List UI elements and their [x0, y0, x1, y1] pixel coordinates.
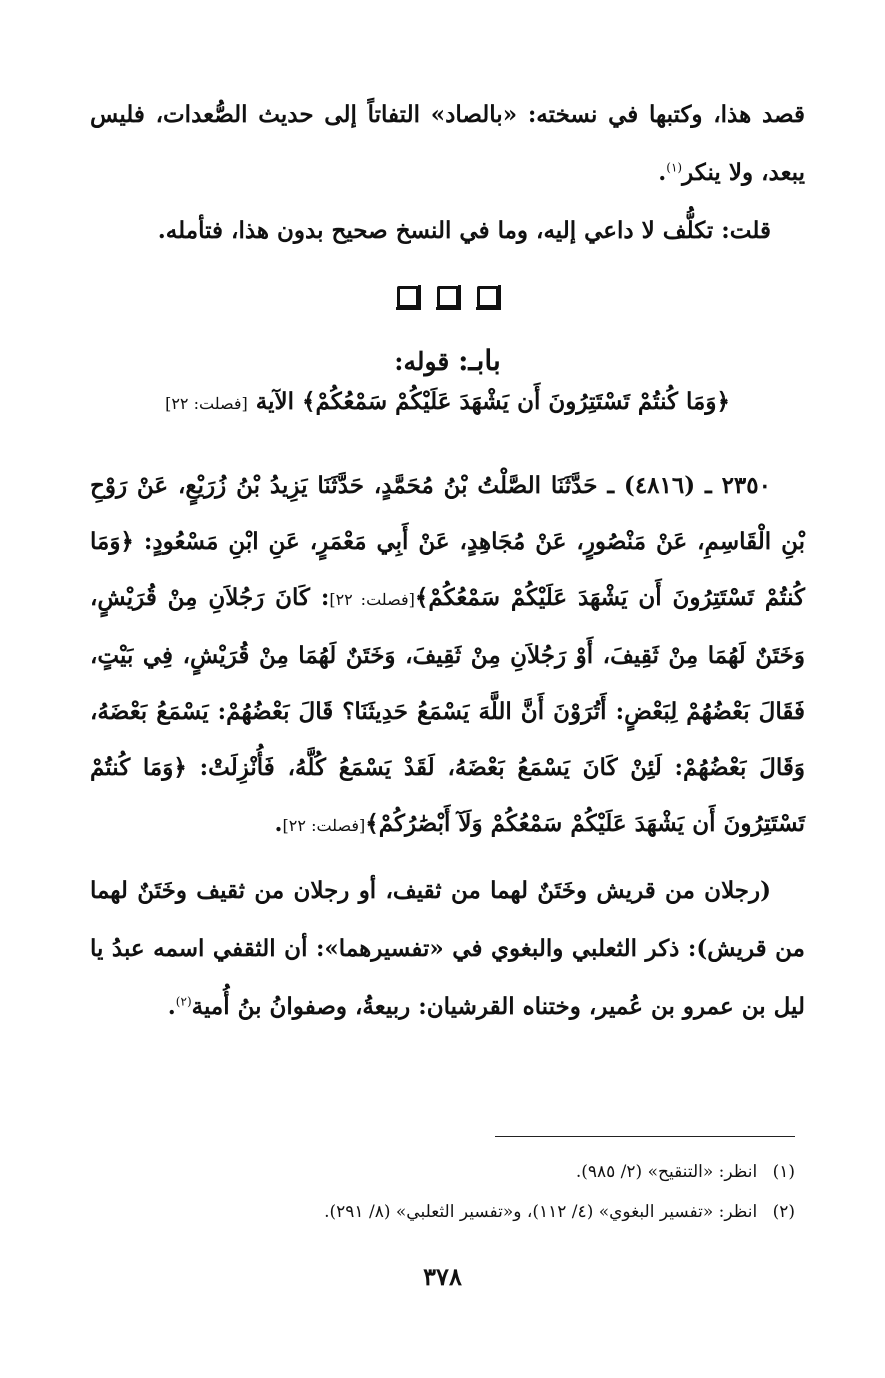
footnote-text: انظر: «التنقيح» (٢/ ٩٨٥). — [575, 1162, 758, 1182]
hadith-matn: : كَانَ رَجُلاَنِ مِنْ قُرَيْشٍ، وَخَتَنٌ لَهُمَا مِنْ ثَقِيفَ، أَوْ رَجُلاَنِ مِنْ ثَقِيفَ، وَخَتَنٌ لَهُمَا مِنْ قُرَيْشٍ، فِي بَيْتٍ، فَقَالَ بَعْضُهُمْ لِبَعْضٍ: أَتُرَوْنَ أَنَّ اللَّهَ يَسْمَعُ حَدِيثَنَا؟ قَالَ بَعْضُهُمْ: يَسْمَعُ بَعْضَهُ، وَقَالَ بَعْضُهُمْ: لَئِنْ كَانَ يَسْمَعُ بَعْضَهُ، لَقَدْ يَسْمَعُ كُلَّهُ، فَأُنْزِلَتْ: ﴿وَمَا كُنتُمْ تَسْتَتِرُونَ أَن يَشْهَدَ عَلَيْكُمْ سَمْعُكُمْ وَلَآ أَبْصَٰرُكُمْ﴾ — [90, 584, 805, 837]
footnote-2 — [80, 1192, 795, 1232]
footnote-number: (٢) — [772, 1202, 795, 1222]
chapter-heading — [90, 344, 805, 384]
page-number: ٣٧٨ — [423, 1262, 462, 1291]
intro-line2: يبعد، ولا ينكر — [682, 159, 805, 186]
commentary-paragraph: (رجلان من قريش وخَتَنٌ لهما من ثقيف، أو رجلان من ثقيف وخَتَنٌ لهما من قريش): ذكر الثعلبي والبغوي في «تفسيرهما»: أن الثقفي اسمه عبدُ يا ليل بن عمرو بن عُمير، وختناه القرشيان: ربيعةُ، وصفوانُ بنُ أُمية$^{(٢)}$. — [90, 877, 805, 1020]
verse-text: ﴿وَمَا كُنتُمْ تَسْتَتِرُونَ أَن يَشْهَدَ عَلَيْكُمْ سَمْعُكُمْ﴾ الآية — [255, 388, 730, 415]
footnote-ref-1[interactable]: (١) — [666, 160, 683, 175]
footnote-number: (١) — [772, 1162, 795, 1182]
footnote-text: انظر: «تفسير البغوي» (٤/ ١١٢)، و«تفسير الثعلبي» (٨/ ٢٩١). — [324, 1202, 758, 1222]
hadith-text: ٢٣٥٠ ـ (٤٨١٦) ـ حَدَّثَنَا الصَّلْتُ بْنُ مُحَمَّدٍ، حَدَّثَنَا يَزِيدُ بْنُ زُرَيْعٍ، عَنْ رَوْحِ بْنِ الْقَاسِمِ، عَنْ مَنْصُورٍ، عَنْ مُجَاهِدٍ، عَنْ أَبِي مَعْمَرٍ، عَنِ ابْنِ مَسْعُودٍ: ﴿وَمَا كُنتُمْ تَسْتَتِرُونَ أَن يَشْهَدَ عَلَيْكُمْ سَمْعُكُمْ﴾[فصلت: ٢٢]: كَانَ رَجُلاَنِ مِنْ قُرَيْشٍ، وَخَتَنٌ لَهُمَا مِنْ ثَقِيفَ، أَوْ رَجُلاَنِ مِنْ ثَقِيفَ، وَخَتَنٌ لَهُمَا مِنْ قُرَيْشٍ، فِي بَيْتٍ، فَقَالَ بَعْضُهُمْ لِبَعْضٍ: أَتُرَوْنَ أَنَّ اللَّهَ يَسْمَعُ حَدِيثَنَا؟ قَالَ بَعْضُهُمْ: يَسْمَعُ بَعْضَهُ، وَقَالَ بَعْضُهُمْ: لَئِنْ كَانَ يَسْمَعُ بَعْضَهُ، لَقَدْ يَسْمَعُ كُلَّهُ، فَأُنْزِلَتْ: ﴿وَمَا كُنتُمْ تَسْتَتِرُونَ أَن يَشْهَدَ عَلَيْكُمْ سَمْعُكُمْ وَلَآ أَبْصَٰرُكُمْ﴾[فصلت: ٢٢]. — [90, 472, 805, 837]
intro-line1: قصد هذا، وكتبها في نسخته: «بالصاد» التفاتاً إلى حديث الصُّعدات، فليس — [90, 101, 805, 128]
page-body — [90, 86, 805, 1036]
hadith-isnad: ٢٣٥٠ ـ (٤٨١٦) ـ حَدَّثَنَا الصَّلْتُ بْنُ مُحَمَّدٍ، حَدَّثَنَا يَزِيدُ بْنُ زُرَيْعٍ، عَنْ رَوْحِ بْنِ الْقَاسِمِ، عَنْ مَنْصُورٍ، عَنْ مُجَاهِدٍ، عَنْ أَبِي مَعْمَرٍ، عَنِ ابْنِ مَسْعُودٍ: ﴿وَمَا كُنتُمْ تَسْتَتِرُونَ أَن يَشْهَدَ عَلَيْكُمْ سَمْعُكُمْ﴾ — [90, 472, 805, 611]
footnote-divider — [495, 1136, 795, 1137]
commentary-text: (رجلان من قريش وخَتَنٌ لهما من ثقيف، أو رجلان من ثقيف وخَتَنٌ لهما من قريش): ذكر الثعلبي والبغوي في «تفسيرهما»: أن الثقفي اسمه عبدُ يا ليل بن عمرو بن عُمير، وختناه القرشيان: ربيعةُ، وصفوانُ بنُ أُمية — [90, 877, 805, 1020]
footnotes — [80, 1152, 795, 1232]
chapter-label: بابـ: — [458, 344, 501, 377]
intro-paragraph: قصد هذا، وكتبها في نسخته: «بالصاد» التفاتاً إلى حديث الصُّعدات، فليس يبعد، ولا ينكر$^{(١)}$. — [90, 101, 805, 186]
footnote-1 — [80, 1152, 795, 1192]
hadith-verse-ref-2: [فصلت: ٢٢] — [282, 816, 366, 835]
triple-square-ornament-icon — [90, 286, 805, 316]
hadith-verse-ref-1: [فصلت: ٢٢] — [329, 590, 415, 609]
verse-reference: [فصلت: ٢٢] — [165, 394, 248, 413]
chapter-title: قوله: — [394, 347, 450, 376]
chapter-verse — [90, 388, 805, 432]
scholar-note: قلت: تكلُّف لا داعي إليه، وما في النسخ صحيح بدون هذا، فتأمله. — [157, 217, 771, 244]
footnote-ref-2[interactable]: (٢) — [175, 994, 192, 1009]
